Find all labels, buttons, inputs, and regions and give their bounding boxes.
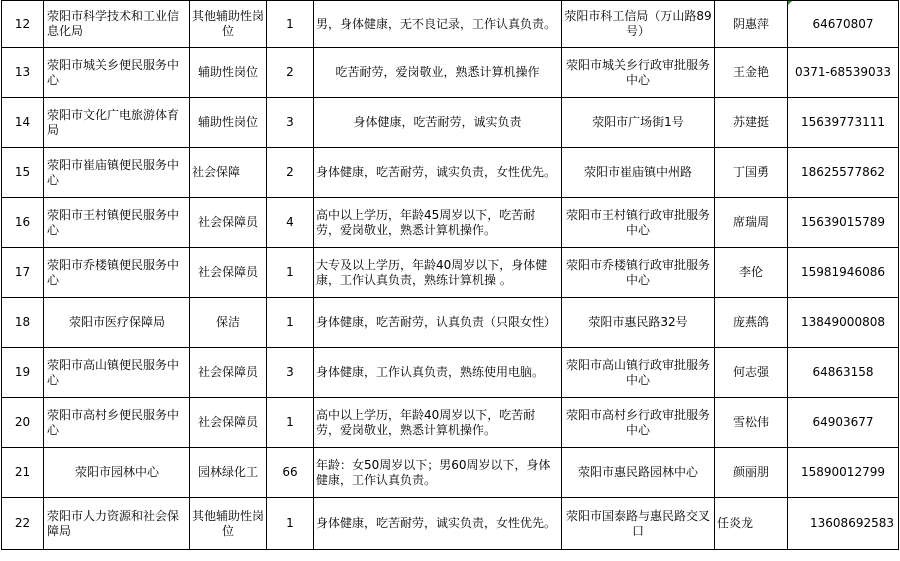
- contact-person: 颜丽朋: [715, 448, 788, 498]
- employer-name: 荥阳市高村乡便民服务中心: [44, 398, 190, 448]
- table-row: [2, 248, 899, 298]
- contact-phone: 15639015789: [788, 198, 899, 248]
- contact-phone: 0371-68539033: [788, 48, 899, 98]
- position-name: 其他辅助性岗位: [190, 498, 267, 550]
- row-number: 17: [2, 248, 44, 298]
- contact-person: 任炎龙: [715, 498, 788, 550]
- row-number: 14: [2, 98, 44, 148]
- position-name: 社会保障员: [190, 198, 267, 248]
- headcount: 1: [267, 248, 314, 298]
- address: 荥阳市惠民路32号: [562, 298, 715, 348]
- headcount: 1: [267, 1, 314, 48]
- table-row: [2, 48, 899, 98]
- row-number: 18: [2, 298, 44, 348]
- requirements: 年龄：女50周岁以下；男60周岁以下，身体健康，工作认真负责。: [314, 448, 562, 498]
- employer-name: 荥阳市高山镇便民服务中心: [44, 348, 190, 398]
- contact-phone: 64863158: [788, 348, 899, 398]
- employer-name: 荥阳市王村镇便民服务中心: [44, 198, 190, 248]
- table-row: [2, 98, 899, 148]
- position-name: 社会保障: [190, 148, 267, 198]
- position-name: 保洁: [190, 298, 267, 348]
- requirements: 高中以上学历，年龄40周岁以下，吃苦耐劳，爱岗敬业，熟悉计算机操作。: [314, 398, 562, 448]
- requirements: 身体健康，吃苦耐劳，认真负责（只限女性）: [314, 298, 562, 348]
- employer-name: 荥阳市医疗保障局: [44, 298, 190, 348]
- contact-person: 苏建挺: [715, 98, 788, 148]
- headcount: 1: [267, 498, 314, 550]
- employer-name: 荥阳市科学技术和工业信息化局: [44, 1, 190, 48]
- contact-phone: 15890012799: [788, 448, 899, 498]
- contact-person: 王金艳: [715, 48, 788, 98]
- address: 荥阳市高山镇行政审批服务中心: [562, 348, 715, 398]
- requirements: 身体健康，工作认真负责，熟练使用电脑。: [314, 348, 562, 398]
- contact-phone: 15981946086: [788, 248, 899, 298]
- address: 荥阳市王村镇行政审批服务中心: [562, 198, 715, 248]
- contact-phone: 15639773111: [788, 98, 899, 148]
- address: 荥阳市国泰路与惠民路交叉口: [562, 498, 715, 550]
- headcount: 2: [267, 48, 314, 98]
- employer-name: 荥阳市城关乡便民服务中心: [44, 48, 190, 98]
- address: 荥阳市广场街1号: [562, 98, 715, 148]
- headcount: 1: [267, 398, 314, 448]
- position-name: 辅助性岗位: [190, 48, 267, 98]
- contact-phone: 13849000808: [788, 298, 899, 348]
- headcount: 1: [267, 298, 314, 348]
- employer-name: 荥阳市乔楼镇便民服务中心: [44, 248, 190, 298]
- address: 荥阳市科工信局（万山路89号）: [562, 1, 715, 48]
- position-name: 社会保障员: [190, 348, 267, 398]
- row-number: 15: [2, 148, 44, 198]
- contact-phone: 18625577862: [788, 148, 899, 198]
- contact-person: 阴惠萍: [715, 1, 788, 48]
- contact-phone: 64670807: [788, 1, 899, 48]
- row-number: 20: [2, 398, 44, 448]
- position-name: 其他辅助性岗位: [190, 1, 267, 48]
- table-row: [2, 398, 899, 448]
- contact-person: 席瑞周: [715, 198, 788, 248]
- headcount: 4: [267, 198, 314, 248]
- requirements: 身体健康，吃苦耐劳，诚实负责，女性优先。: [314, 148, 562, 198]
- employer-name: 荥阳市崔庙镇便民服务中心: [44, 148, 190, 198]
- headcount: 3: [267, 348, 314, 398]
- contact-person: 何志强: [715, 348, 788, 398]
- address: 荥阳市惠民路园林中心: [562, 448, 715, 498]
- position-name: 社会保障员: [190, 398, 267, 448]
- position-name: 园林绿化工: [190, 448, 267, 498]
- row-number: 12: [2, 1, 44, 48]
- employer-name: 荥阳市园林中心: [44, 448, 190, 498]
- contact-person: 丁国勇: [715, 148, 788, 198]
- requirements: 大专及以上学历，年龄40周岁以下，身体健康，工作认真负责，熟练计算机操 。: [314, 248, 562, 298]
- table-row: [2, 448, 899, 498]
- employer-name: 荥阳市人力资源和社会保障局: [44, 498, 190, 550]
- table-row: [2, 148, 899, 198]
- table-row: [2, 298, 899, 348]
- requirements: 吃苦耐劳，爱岗敬业，熟悉计算机操作: [314, 48, 562, 98]
- row-number: 19: [2, 348, 44, 398]
- table-row: [2, 198, 899, 248]
- requirements: 男，身体健康，无不良记录，工作认真负责。: [314, 1, 562, 48]
- row-number: 21: [2, 448, 44, 498]
- row-number: 16: [2, 198, 44, 248]
- headcount: 3: [267, 98, 314, 148]
- headcount: 2: [267, 148, 314, 198]
- headcount: 66: [267, 448, 314, 498]
- contact-person: 李伦: [715, 248, 788, 298]
- position-name: 社会保障员: [190, 248, 267, 298]
- address: 荥阳市高村乡行政审批服务中心: [562, 398, 715, 448]
- requirements: 高中以上学历，年龄45周岁以下，吃苦耐劳，爱岗敬业，熟悉计算机操作。: [314, 198, 562, 248]
- contact-person: 庞燕鸽: [715, 298, 788, 348]
- positions-table: [1, 0, 899, 550]
- row-number: 13: [2, 48, 44, 98]
- contact-phone: 64903677: [788, 398, 899, 448]
- address: 荥阳市崔庙镇中州路: [562, 148, 715, 198]
- table-row: [2, 348, 899, 398]
- requirements: 身体健康，吃苦耐劳，诚实负责，女性优先。: [314, 498, 562, 550]
- position-name: 辅助性岗位: [190, 98, 267, 148]
- contact-person: 雪松伟: [715, 398, 788, 448]
- table-row: [2, 1, 899, 48]
- contact-phone: 13608692583: [788, 498, 899, 550]
- address: 荥阳市乔楼镇行政审批服务中心: [562, 248, 715, 298]
- requirements: 身体健康，吃苦耐劳，诚实负责: [314, 98, 562, 148]
- table-row: [2, 498, 899, 550]
- employer-name: 荥阳市文化广电旅游体育局: [44, 98, 190, 148]
- address: 荥阳市城关乡行政审批服务中心: [562, 48, 715, 98]
- row-number: 22: [2, 498, 44, 550]
